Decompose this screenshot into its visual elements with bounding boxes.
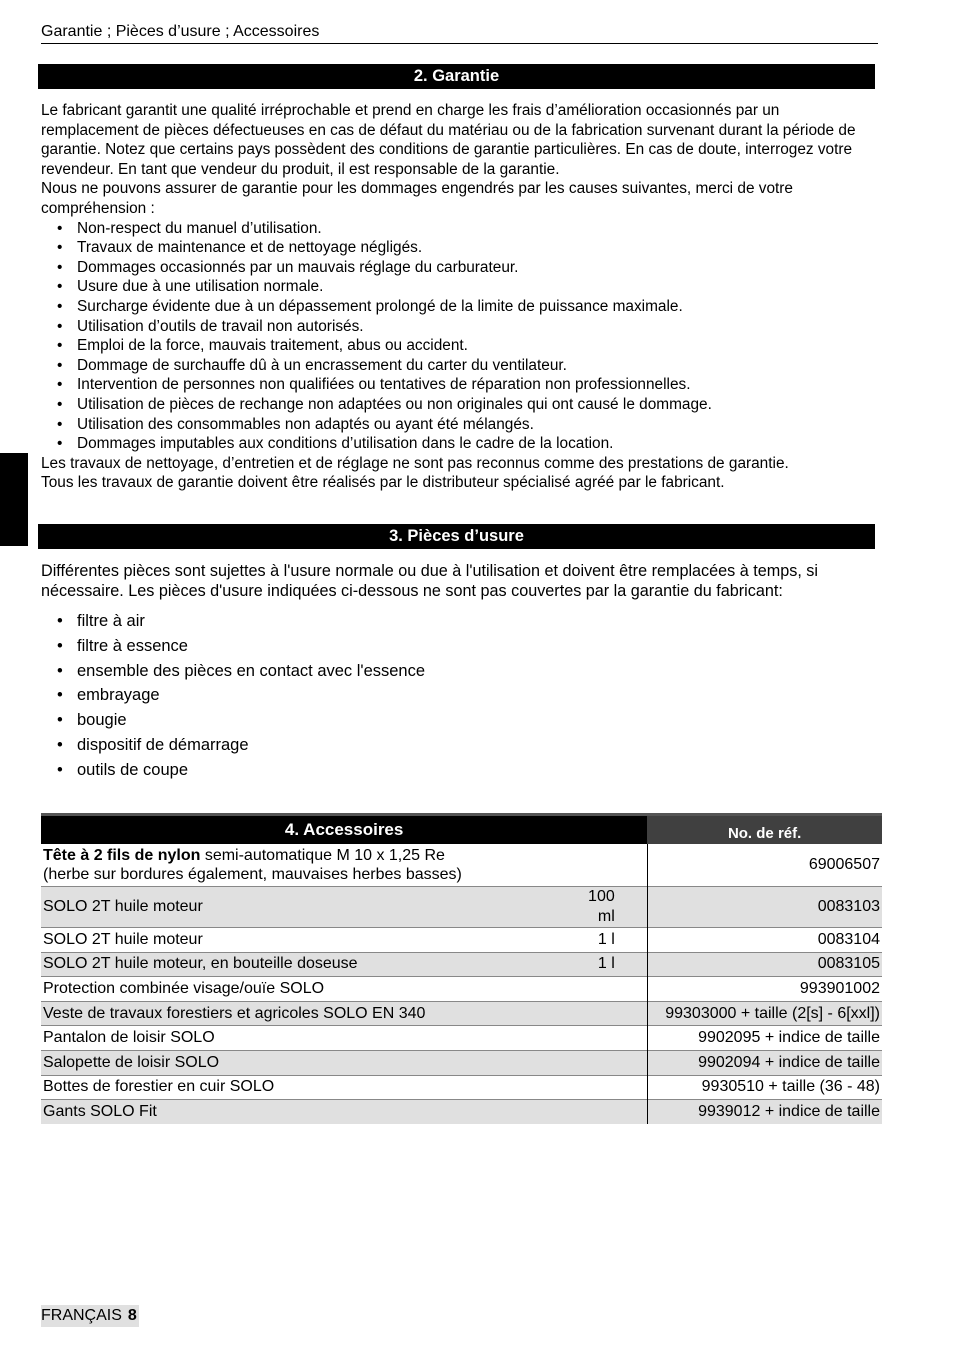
page-number: 8 xyxy=(127,1307,137,1324)
garantie-outro1: Les travaux de nettoyage, d’entretien et de réglage ne sont pas reconnus comme des prestations de garantie. xyxy=(41,454,789,472)
list-item: • Usure due à une utilisation normale. xyxy=(41,277,881,297)
list-item: • outils de coupe xyxy=(41,760,841,785)
accessory-quantity: 1 l xyxy=(583,928,647,953)
list-item: • dispositif de démarrage xyxy=(41,735,841,760)
accessory-ref: 9939012 + indice de taille xyxy=(647,1100,882,1124)
list-item: • Dommage de surchauffe dû à un encrassement du carter du ventilateur. xyxy=(41,356,881,376)
section-side-tab xyxy=(0,453,28,546)
garantie-outro2: Tous les travaux de garantie doivent être réalisés par le distributeur spécialisé agréé par le fabricant. xyxy=(41,474,725,492)
list-item: • Intervention de personnes non qualifiées ou tentatives de réparation non professionnelles. xyxy=(41,375,881,395)
table-row xyxy=(41,1075,882,1100)
wear-parts-list xyxy=(41,611,841,785)
accessory-description: SOLO 2T huile moteur, en bouteille doseuse xyxy=(41,952,583,977)
accessory-description: Gants SOLO Fit xyxy=(41,1100,583,1124)
accessory-ref: 993901002 xyxy=(647,977,882,1002)
accessories-table xyxy=(41,813,882,1124)
table-row xyxy=(41,977,882,1002)
garantie-exclusions-list xyxy=(41,219,881,454)
list-item: • Emploi de la force, mauvais traitement, abus ou accident. xyxy=(41,336,881,356)
list-item: • filtre à essence xyxy=(41,636,841,661)
accessory-quantity xyxy=(583,977,647,1002)
list-item: • Dommages occasionnés par un mauvais réglage du carburateur. xyxy=(41,258,881,278)
list-item: • Travaux de maintenance et de nettoyage négligés. xyxy=(41,238,881,258)
accessory-quantity xyxy=(583,1050,647,1075)
list-item: • Non-respect du manuel d’utilisation. xyxy=(41,219,881,239)
usure-intro: Différentes pièces sont sujettes à l'usure normale ou due à l'utilisation et doivent être remplacées à temps, si nécessaire. Les pièces d'usure indiquées ci-dessous ne sont pas couvertes par la garantie du fabricant: xyxy=(41,562,818,600)
section-title-accessoires: 4. Accessoires xyxy=(41,815,647,845)
accessory-ref: 9902095 + indice de taille xyxy=(647,1026,882,1051)
page-footer xyxy=(41,1305,139,1327)
table-row xyxy=(41,887,882,928)
accessory-ref: 0083104 xyxy=(647,928,882,953)
accessory-quantity: 100 ml xyxy=(583,887,647,928)
table-row xyxy=(41,928,882,953)
list-item: • Utilisation de pièces de rechange non adaptées ou non originales qui ont causé le dommage. xyxy=(41,395,881,415)
accessory-ref: 0083105 xyxy=(647,952,882,977)
accessory-description: SOLO 2T huile moteur xyxy=(41,887,583,928)
table-row xyxy=(41,844,882,887)
accessory-ref: 9930510 + taille (36 - 48) xyxy=(647,1075,882,1100)
table-row xyxy=(41,1026,882,1051)
ref-column-header: No. de réf. xyxy=(647,815,882,845)
accessory-description xyxy=(41,844,647,887)
accessory-name-line2: (herbe sur bordures également, mauvaises herbes basses) xyxy=(43,866,462,883)
list-item: • Utilisation des consommables non adaptés ou ayant été mélangés. xyxy=(41,415,881,435)
accessory-ref: 0083103 xyxy=(647,887,882,928)
accessory-description: Protection combinée visage/ouïe SOLO xyxy=(41,977,583,1002)
footer-language: FRANÇAIS xyxy=(41,1307,122,1324)
list-item: • Dommages imputables aux conditions d’utilisation dans le cadre de la location. xyxy=(41,434,881,454)
list-item: • Surcharge évidente due à un dépassement prolongé de la limite de puissance maximale. xyxy=(41,297,881,317)
accessory-quantity xyxy=(583,1100,647,1124)
list-item: • Utilisation d’outils de travail non autorisés. xyxy=(41,317,881,337)
accessory-ref: 99303000 + taille (2[s] - 6[xxl]) xyxy=(647,1001,882,1026)
table-row xyxy=(41,952,882,977)
list-item: • bougie xyxy=(41,710,841,735)
accessory-description: Salopette de loisir SOLO xyxy=(41,1050,583,1075)
accessory-description: Veste de travaux forestiers et agricoles SOLO EN 340 xyxy=(41,1001,583,1026)
accessory-quantity xyxy=(583,1001,647,1026)
garantie-text xyxy=(41,101,881,493)
accessory-quantity xyxy=(583,1075,647,1100)
garantie-intro: Le fabricant garantit une qualité irréprochable et prend en charge les frais d’amélioration occasionnés par un remplacement de pièces défectueuses en cas de défaut du matériau ou de la fabrication survenant durant la période de garantie. Notez que certains pays possèdent des conditions de garantie particulières. En cas de doute, interrogez votre revendeur. En tant que vendeur du produit, il est responsable de la garantie. xyxy=(41,102,856,178)
list-item: • embrayage xyxy=(41,685,841,710)
section-title-garantie: 2. Garantie xyxy=(38,64,875,89)
accessory-quantity xyxy=(583,1026,647,1051)
accessory-quantity: 1 l xyxy=(583,952,647,977)
accessory-ref: 69006507 xyxy=(647,844,882,887)
list-item: • filtre à air xyxy=(41,611,841,636)
accessory-bold-name: Tête à 2 fils de nylon xyxy=(43,847,201,864)
list-item: • ensemble des pièces en contact avec l'essence xyxy=(41,661,841,686)
table-row xyxy=(41,1001,882,1026)
accessory-description: Bottes de forestier en cuir SOLO xyxy=(41,1075,583,1100)
garantie-intro2: Nous ne pouvons assurer de garantie pour les dommages engendrés par les causes suivantes, merci de votre compréhension : xyxy=(41,180,793,217)
accessory-description: SOLO 2T huile moteur xyxy=(41,928,583,953)
accessory-ref: 9902094 + indice de taille xyxy=(647,1050,882,1075)
accessory-name-rest: semi-automatique M 10 x 1,25 Re xyxy=(200,847,445,864)
section-title-usure: 3. Pièces d’usure xyxy=(38,524,875,549)
table-row xyxy=(41,1100,882,1124)
table-row xyxy=(41,1050,882,1075)
accessory-description: Pantalon de loisir SOLO xyxy=(41,1026,583,1051)
page-header: Garantie ; Pièces d’usure ; Accessoires xyxy=(41,22,878,44)
